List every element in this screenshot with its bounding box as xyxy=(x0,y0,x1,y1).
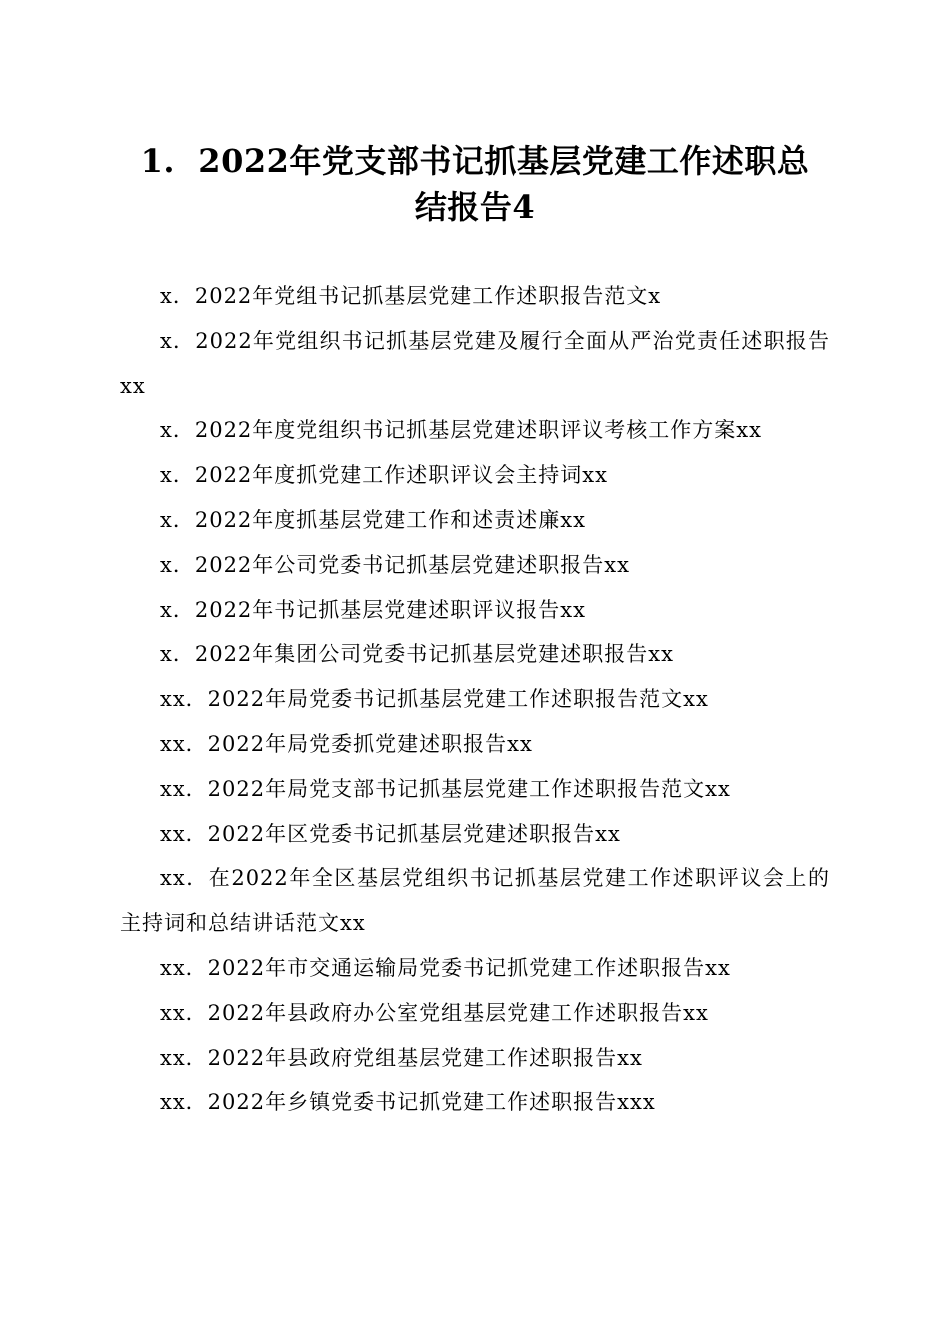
toc-item: xx．2022年县政府党组基层党建工作述职报告xx xyxy=(160,1045,643,1070)
document-title xyxy=(120,0,830,230)
toc-item: xx．2022年区党委书记抓基层党建述职报告xx xyxy=(160,821,621,846)
toc-item: xx．在2022年全区基层党组织书记抓基层党建工作述职评议会上的主持词和总结讲话范文xx xyxy=(120,866,830,936)
toc-item: x．2022年集团公司党委书记抓基层党建述职报告xx xyxy=(160,642,674,667)
toc-item: xx．2022年市交通运输局党委书记抓党建工作述职报告xx xyxy=(160,955,731,980)
toc-item: x．2022年度党组织书记抓基层党建述职评议考核工作方案xx xyxy=(160,418,762,443)
toc-item: xx．2022年局党支部书记抓基层党建工作述职报告范文xx xyxy=(160,776,731,801)
toc-item: x．2022年党组书记抓基层党建工作述职报告范文x xyxy=(160,284,662,308)
title-line-1: 1. 2022年党支部书记抓基层党建工作述职总 xyxy=(140,142,810,180)
toc-item: x．2022年书记抓基层党建述职评议报告xx xyxy=(160,597,586,622)
toc-item: xx．2022年局党委书记抓基层党建工作述职报告范文xx xyxy=(160,687,709,712)
toc-item: x．2022年公司党委书记抓基层党建述职报告xx xyxy=(160,552,630,577)
toc-item: x．2022年党组织书记抓基层党建及履行全面从严治党责任述职报告xx xyxy=(120,328,830,398)
toc-item: x．2022年度抓党建工作述职评议会主持词xx xyxy=(160,463,608,488)
table-of-contents xyxy=(120,274,830,1125)
toc-item: x．2022年度抓基层党建工作和述责述廉xx xyxy=(160,507,586,532)
toc-item: xx．2022年乡镇党委书记抓党建工作述职报告xxx xyxy=(160,1090,656,1115)
title-line-2: 结报告4 xyxy=(414,188,536,226)
toc-item: xx．2022年县政府办公室党组基层党建工作述职报告xx xyxy=(160,1000,709,1025)
toc-item: xx．2022年局党委抓党建述职报告xx xyxy=(160,731,533,756)
